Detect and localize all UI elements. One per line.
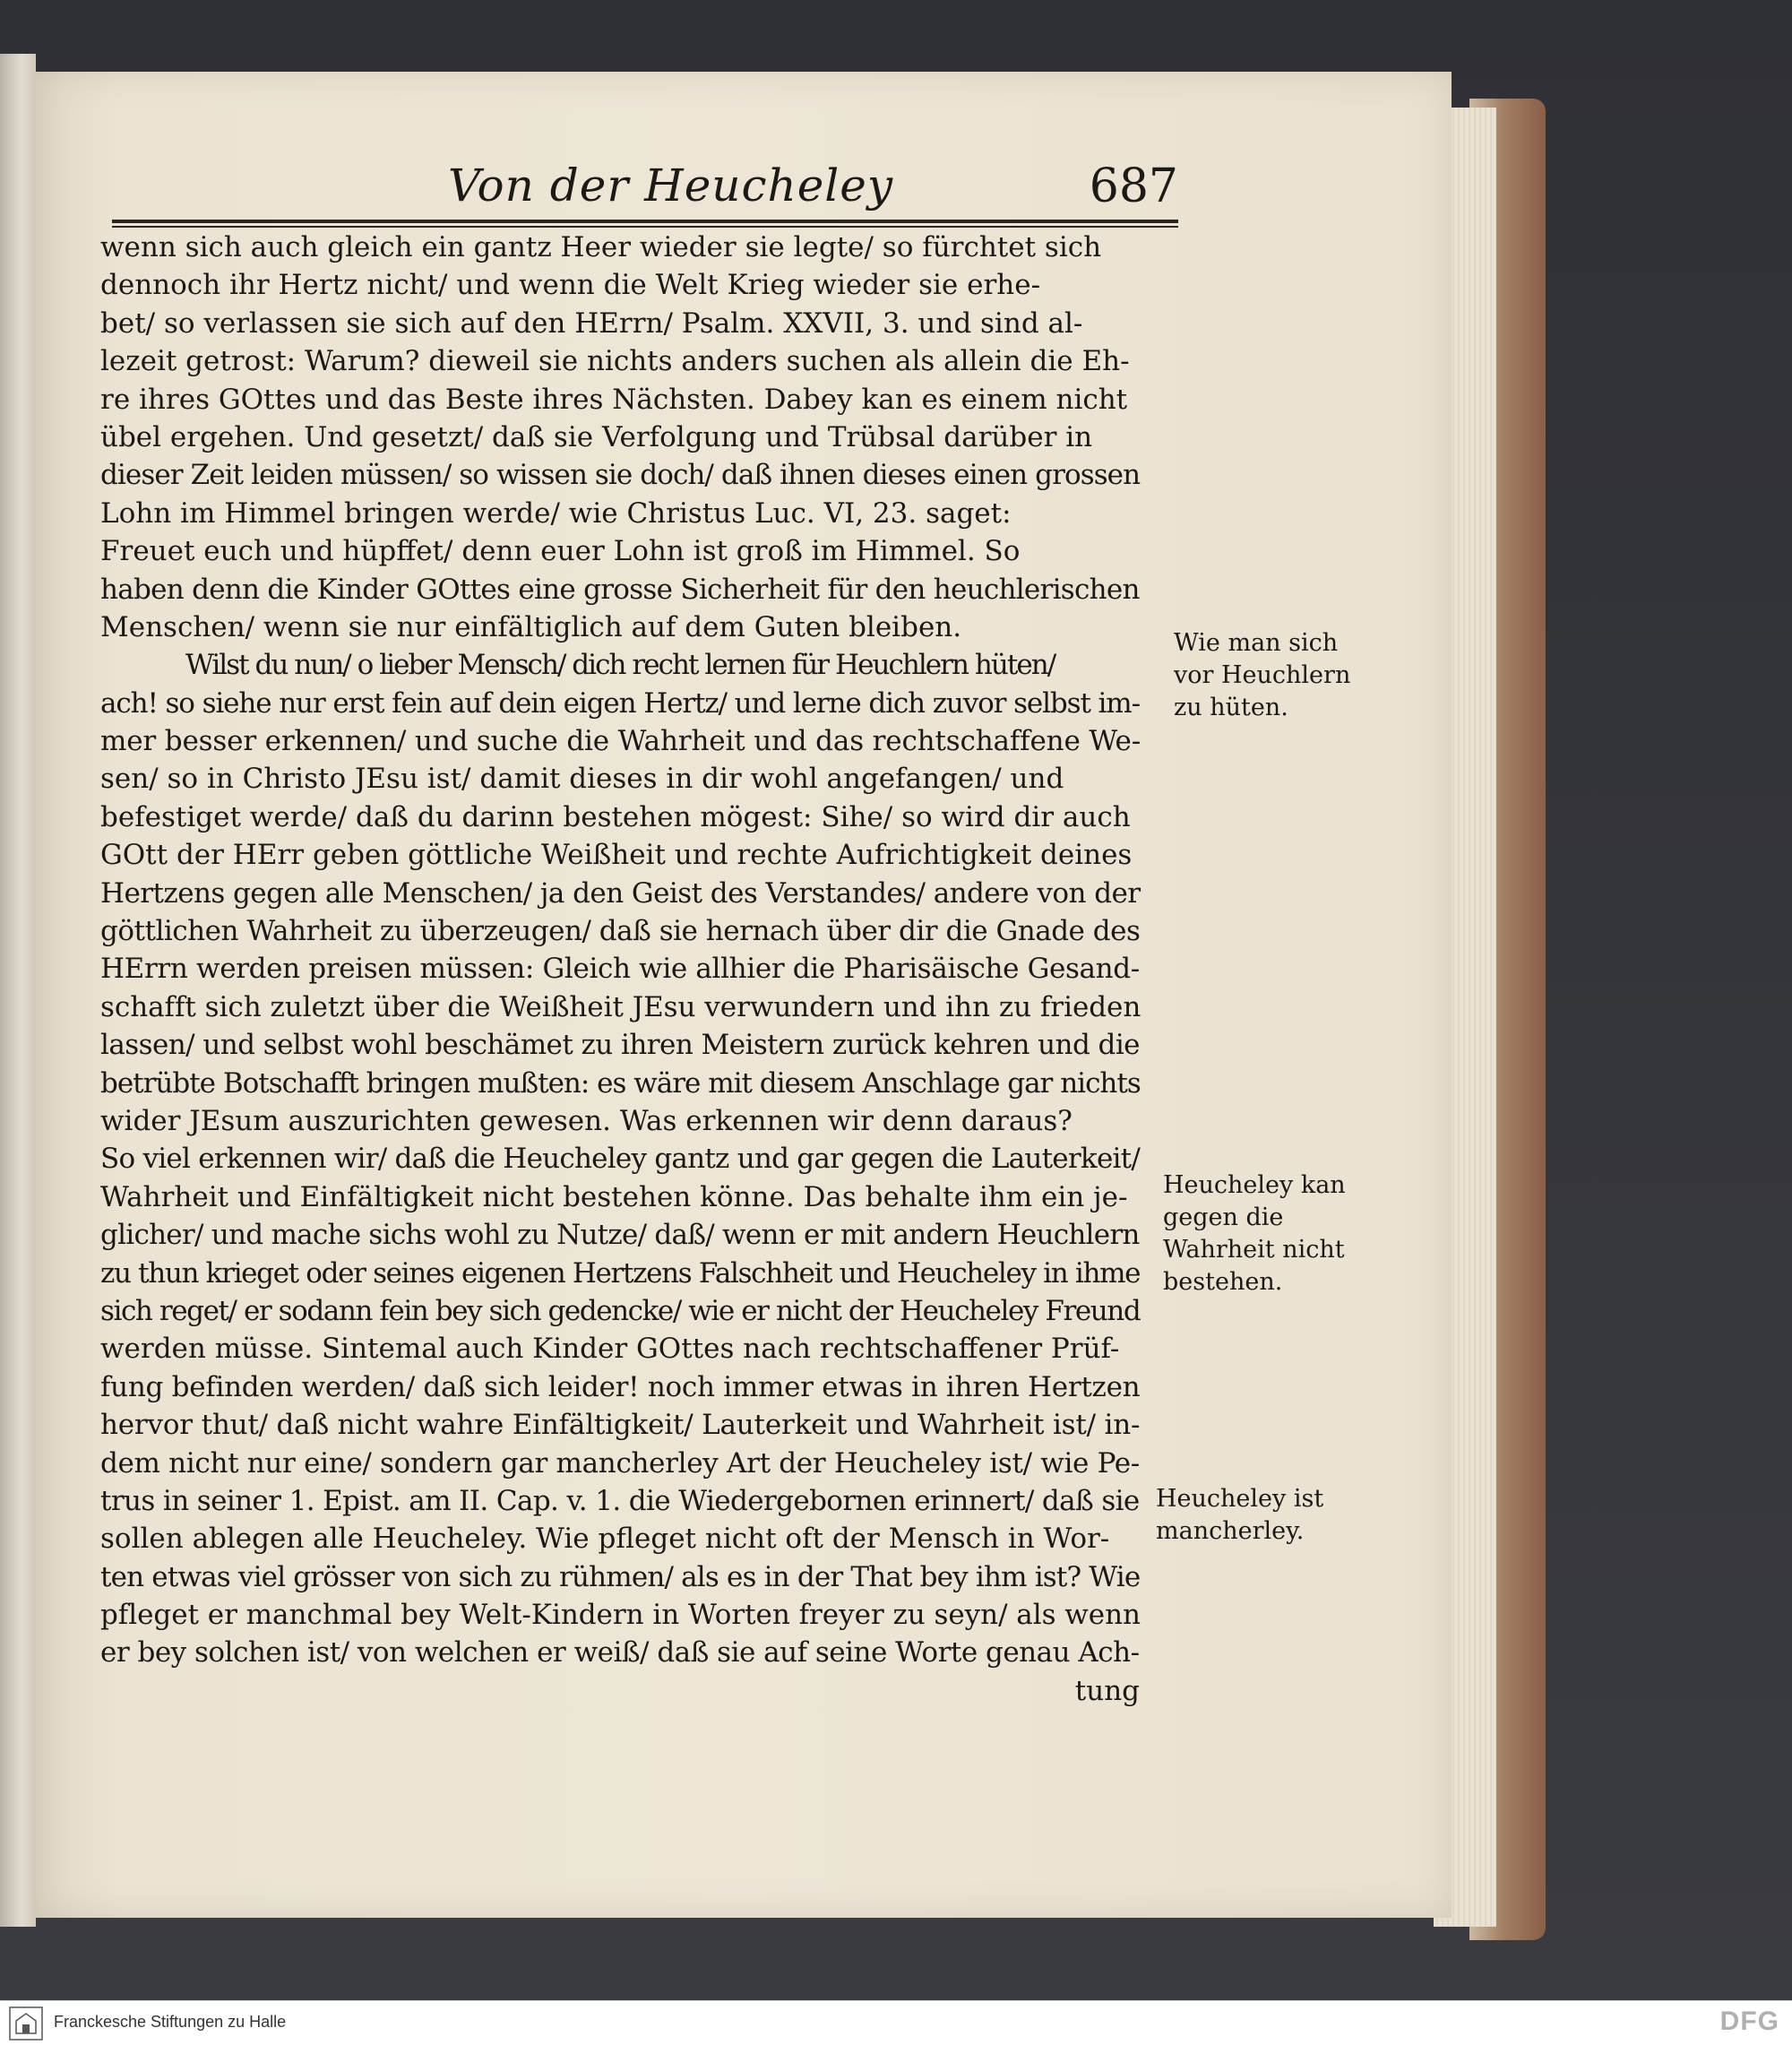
text-line: haben denn die Kinder GOttes eine grosse Sicherheit für den heuchlerischen <box>100 573 1140 606</box>
text-line: dieser Zeit leiden müssen/ so wissen sie doch/ daß ihnen dieses einen grossen <box>100 459 1141 492</box>
text-line: sollen ablegen alle Heucheley. Wie pfleget nicht oft der Mensch in Wor- <box>100 1523 1110 1556</box>
viewer-footer <box>0 2000 1792 2045</box>
institution-name: Franckesche Stiftungen zu Halle <box>54 2013 287 2031</box>
text-line: lezeit getrost: Warum? dieweil sie nichts anders suchen als allein die Eh- <box>100 345 1130 378</box>
text-line: sich reget/ er sodann fein bey sich gedencke/ wie er nicht der Heucheley Freund <box>100 1294 1141 1327</box>
running-header <box>112 152 1178 215</box>
book-left-edge <box>0 54 36 1927</box>
text-line: lassen/ und selbst wohl beschämet zu ihren Meistern zurück kehren und die <box>100 1029 1140 1062</box>
institution-logo-icon <box>9 2006 43 2041</box>
header-title: Von der Heucheley <box>448 160 894 211</box>
margin-note-hueten <box>1174 627 1350 724</box>
margin-note-line: bestehen. <box>1163 1268 1283 1296</box>
header-rule <box>112 220 1178 228</box>
page-number: 687 <box>1089 160 1178 213</box>
text-line: re ihres GOttes und das Beste ihres Nächsten. Dabey kan es einem nicht <box>100 383 1128 416</box>
text-line: dennoch ihr Hertz nicht/ und wenn die Welt Krieg wieder sie erhe- <box>100 269 1041 302</box>
margin-note-line: zu hüten. <box>1174 694 1288 721</box>
margin-note-line: gegen die <box>1163 1204 1284 1231</box>
text-line: ach! so siehe nur erst fein auf dein eigen Hertz/ und lerne dich zuvor selbst im- <box>100 686 1140 720</box>
text-line: hervor thut/ daß nicht wahre Einfältigkeit/ Lauterkeit und Wahrheit ist/ in- <box>100 1409 1141 1442</box>
text-line: Wahrheit und Einfältigkeit nicht bestehen könne. Das behalte ihm ein je- <box>100 1180 1128 1213</box>
text-line: übel ergehen. Und gesetzt/ daß sie Verfolgung und Trübsal darüber in <box>100 420 1093 453</box>
text-line: trus in seiner 1. Epist. am II. Cap. v. 1. die Wiedergebornen erinnert/ daß sie <box>100 1484 1140 1517</box>
text-line: GOtt der HErr geben göttliche Weißheit und rechte Aufrichtigkeit deines <box>100 839 1133 872</box>
catchword: tung <box>1074 1674 1140 1707</box>
text-line: So viel erkennen wir/ daß die Heucheley gantz und gar gegen die Lauterkeit/ <box>100 1143 1141 1176</box>
text-line: Hertzens gegen alle Menschen/ ja den Geist des Verstandes/ andere von der <box>100 876 1141 910</box>
text-line: betrübte Botschafft bringen mußten: es wäre mit diesem Anschlage gar nichts <box>100 1066 1141 1100</box>
text-line: wider JEsum auszurichten gewesen. Was erkennen wir denn daraus? <box>100 1104 1073 1137</box>
margin-note-line: Heucheley kan <box>1163 1171 1346 1199</box>
margin-note-bestehen <box>1163 1169 1346 1299</box>
text-line: befestiget werde/ daß du darinn bestehen mögest: Sihe/ so wird dir auch <box>100 800 1131 833</box>
margin-note-line: Wie man sich <box>1174 629 1339 657</box>
text-line: Lohn im Himmel bringen werde/ wie Christus Luc. VI, 23. saget: <box>100 496 1012 530</box>
text-line: glicher/ und mache sichs wohl zu Nutze/ daß/ wenn er mit andern Heuchlern <box>100 1219 1140 1252</box>
margin-note-mancherley <box>1156 1483 1323 1548</box>
margin-note-line: Heucheley ist <box>1156 1485 1324 1513</box>
dfg-logo: DFG <box>1719 2006 1779 2036</box>
margin-note-line: Wahrheit nicht <box>1163 1236 1345 1264</box>
margin-note-line: mancherley. <box>1156 1517 1305 1545</box>
text-line: göttlichen Wahrheit zu überzeugen/ daß sie hernach über dir die Gnade des <box>100 915 1141 948</box>
text-line: schafft sich zuletzt über die Weißheit JEsu verwundern und ihn zu frieden <box>100 990 1142 1023</box>
text-line: HErrn werden preisen müssen: Gleich wie allhier die Pharisäische Gesand- <box>100 953 1140 986</box>
text-line: Menschen/ wenn sie nur einfältiglich auf dem Guten bleiben. <box>100 610 962 643</box>
text-line: pfleget er manchmal bey Welt-Kindern in Worten freyer zu seyn/ als wenn <box>100 1599 1141 1632</box>
text-line: fung befinden werden/ daß sich leider! noch immer etwas in ihren Hertzen <box>100 1370 1141 1403</box>
text-line: ten etwas viel grösser von sich zu rühmen/ als es in der That bey ihm ist? Wie <box>100 1560 1141 1593</box>
text-line: zu thun krieget oder seines eigenen Hertzens Falschheit und Heucheley in ihme <box>100 1256 1141 1290</box>
body-text <box>100 229 1176 1710</box>
text-line: wenn sich auch gleich ein gantz Heer wieder sie legte/ so fürchtet sich <box>100 231 1102 263</box>
text-line: dem nicht nur eine/ sondern gar mancherley Art der Heucheley ist/ wie Pe- <box>100 1446 1140 1480</box>
text-line: werden müsse. Sintemal auch Kinder GOttes nach rechtschaffener Prüf- <box>100 1333 1120 1366</box>
text-line: Freuet euch und hüpffet/ denn euer Lohn ist groß im Himmel. So <box>100 535 1021 568</box>
text-line: sen/ so in Christo JEsu ist/ damit dieses in dir wohl angefangen/ und <box>100 763 1064 796</box>
text-line: er bey solchen ist/ von welchen er weiß/ daß sie auf seine Worte genau Ach- <box>100 1636 1140 1670</box>
text-line: bet/ so verlassen sie sich auf den HErrn/ Psalm. XXVII, 3. und sind al- <box>100 306 1083 340</box>
text-line: Wilst du nun/ o lieber Mensch/ dich recht lernen für Heuchlern hüten/ <box>185 649 1055 682</box>
text-line: mer besser erkennen/ und suche die Wahrheit und das rechtschaffene We- <box>100 725 1142 758</box>
margin-note-line: vor Heuchlern <box>1174 661 1351 689</box>
